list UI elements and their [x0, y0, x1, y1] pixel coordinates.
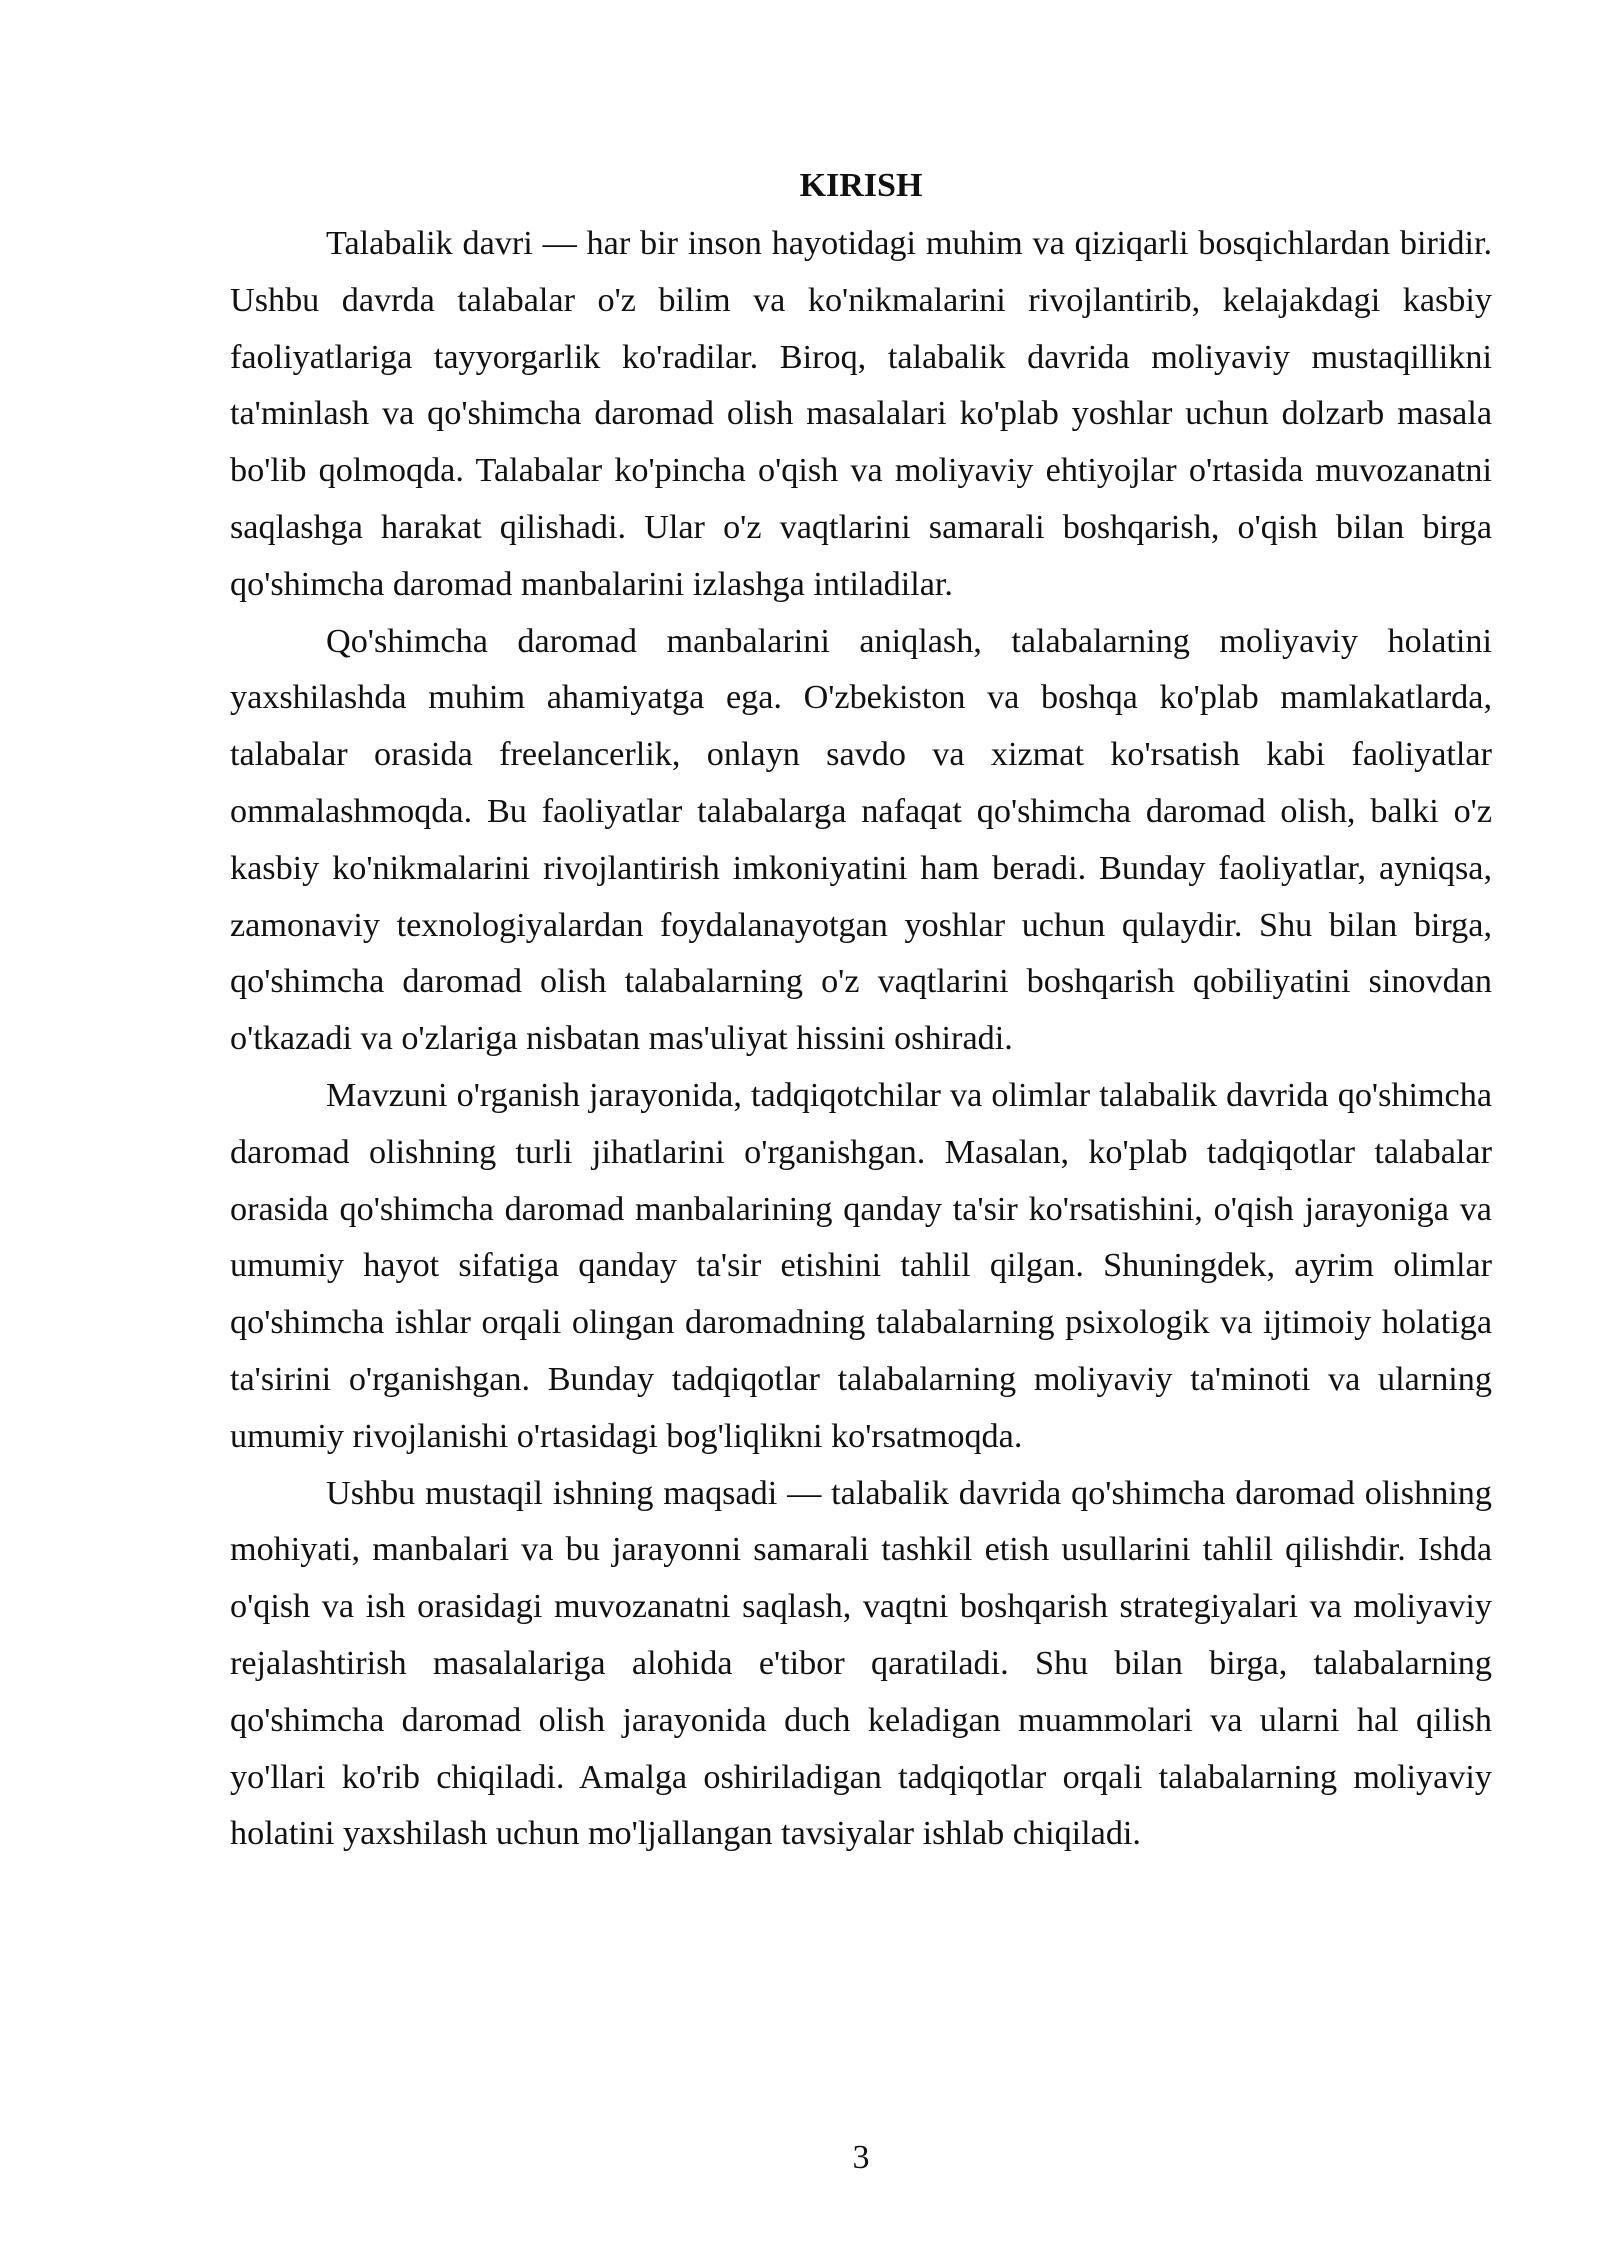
paragraph-2: Qo'shimcha daromad manbalarini aniqlash, talabalarning moliyaviy holatini yaxshilashda muhim ahamiyatga ega. O'zbekiston va boshqa ko'plab mamlakatlarda, talabalar orasida freelancerlik, onlayn savdo va xizmat ko'rsatish kabi faoliyatlar ommalashmoqda. Bu faoliyatlar talabalarga nafaqat qo'shimcha daromad olish, balki o'z kasbiy ko'nikmalarini rivojlantirish imkoniyatini ham beradi. Bunday faoliyatlar, ayniqsa, zamonaviy texnologiyalardan foydalanayotgan yoshlar uchun qulaydir. Shu bilan birga, qo'shimcha daromad olish talabalarning o'z vaqtlarini boshqarish qobiliyatini sinovdan o'tkazadi va o'zlariga nisbatan mas'uliyat hissini oshiradi.	[230, 622, 1492, 1058]
paragraph-4: Ushbu mustaqil ishning maqsadi — talabalik davrida qo'shimcha daromad olishning mohiyati, manbalari va bu jarayonni samarali tashkil etish usullarini tahlil qilishdir. Ishda o'qish va ish orasidagi muvozanatni saqlash, vaqtni boshqarish strategiyalari va moliyaviy rejalashtirish masalalariga alohida e'tibor qaratiladi. Shu bilan birga, talabalarning qo'shimcha daromad olish jarayonida duch keladigan muammolari va ularni hal qilish yo'llari ko'rib chiqiladi. Amalga oshiriladigan tadqiqotlar orqali talabalarning moliyaviy holatini yaxshilash uchun mo'ljallangan tavsiyalar ishlab chiqiladi.	[230, 1474, 1492, 1853]
section-title: KIRISH	[799, 167, 923, 204]
paragraph-1: Talabalik davri — har bir inson hayotidagi muhim va qiziqarli bosqichlardan biridir. Ushbu davrda talabalar o'z bilim va ko'nikmalarini rivojlantirib, kelajakdagi kasbiy faoliyatlariga tayyorgarlik ko'radilar. Biroq, talabalik davrida moliyaviy mustaqillikni ta'minlash va qo'shimcha daromad olish masalalari ko'plab yoshlar uchun dolzarb masala bo'lib qolmoqda. Talabalar ko'pincha o'qish va moliyaviy ehtiyojlar o'rtasida muvozanatni saqlashga harakat qilishadi. Ular o'z vaqtlarini samarali boshqarish, o'qish bilan birga qo'shimcha daromad manbalarini izlashga intiladilar.	[230, 225, 1492, 603]
page-number: 3	[852, 2139, 870, 2176]
paragraph-3: Mavzuni o'rganish jarayonida, tadqiqotchilar va olimlar talabalik davrida qo'shimcha daromad olishning turli jihatlarini o'rganishgan. Masalan, ko'plab tadqiqotlar talabalar orasida qo'shimcha daromad manbalarining qanday ta'sir ko'rsatishini, o'qish jarayoniga va umumiy hayot sifatiga qanday ta'sir etishini tahlil qilgan. Shuningdek, ayrim olimlar qo'shimcha ishlar orqali olingan daromadning talabalarning psixologik va ijtimoiy holatiga ta'sirini o'rganishgan. Bunday tadqiqotlar talabalarning moliyaviy ta'minoti va ularning umumiy rivojlanishi o'rtasidagi bog'liqlikni ko'rsatmoqda.	[230, 1076, 1492, 1455]
page-body	[230, 158, 1492, 1863]
